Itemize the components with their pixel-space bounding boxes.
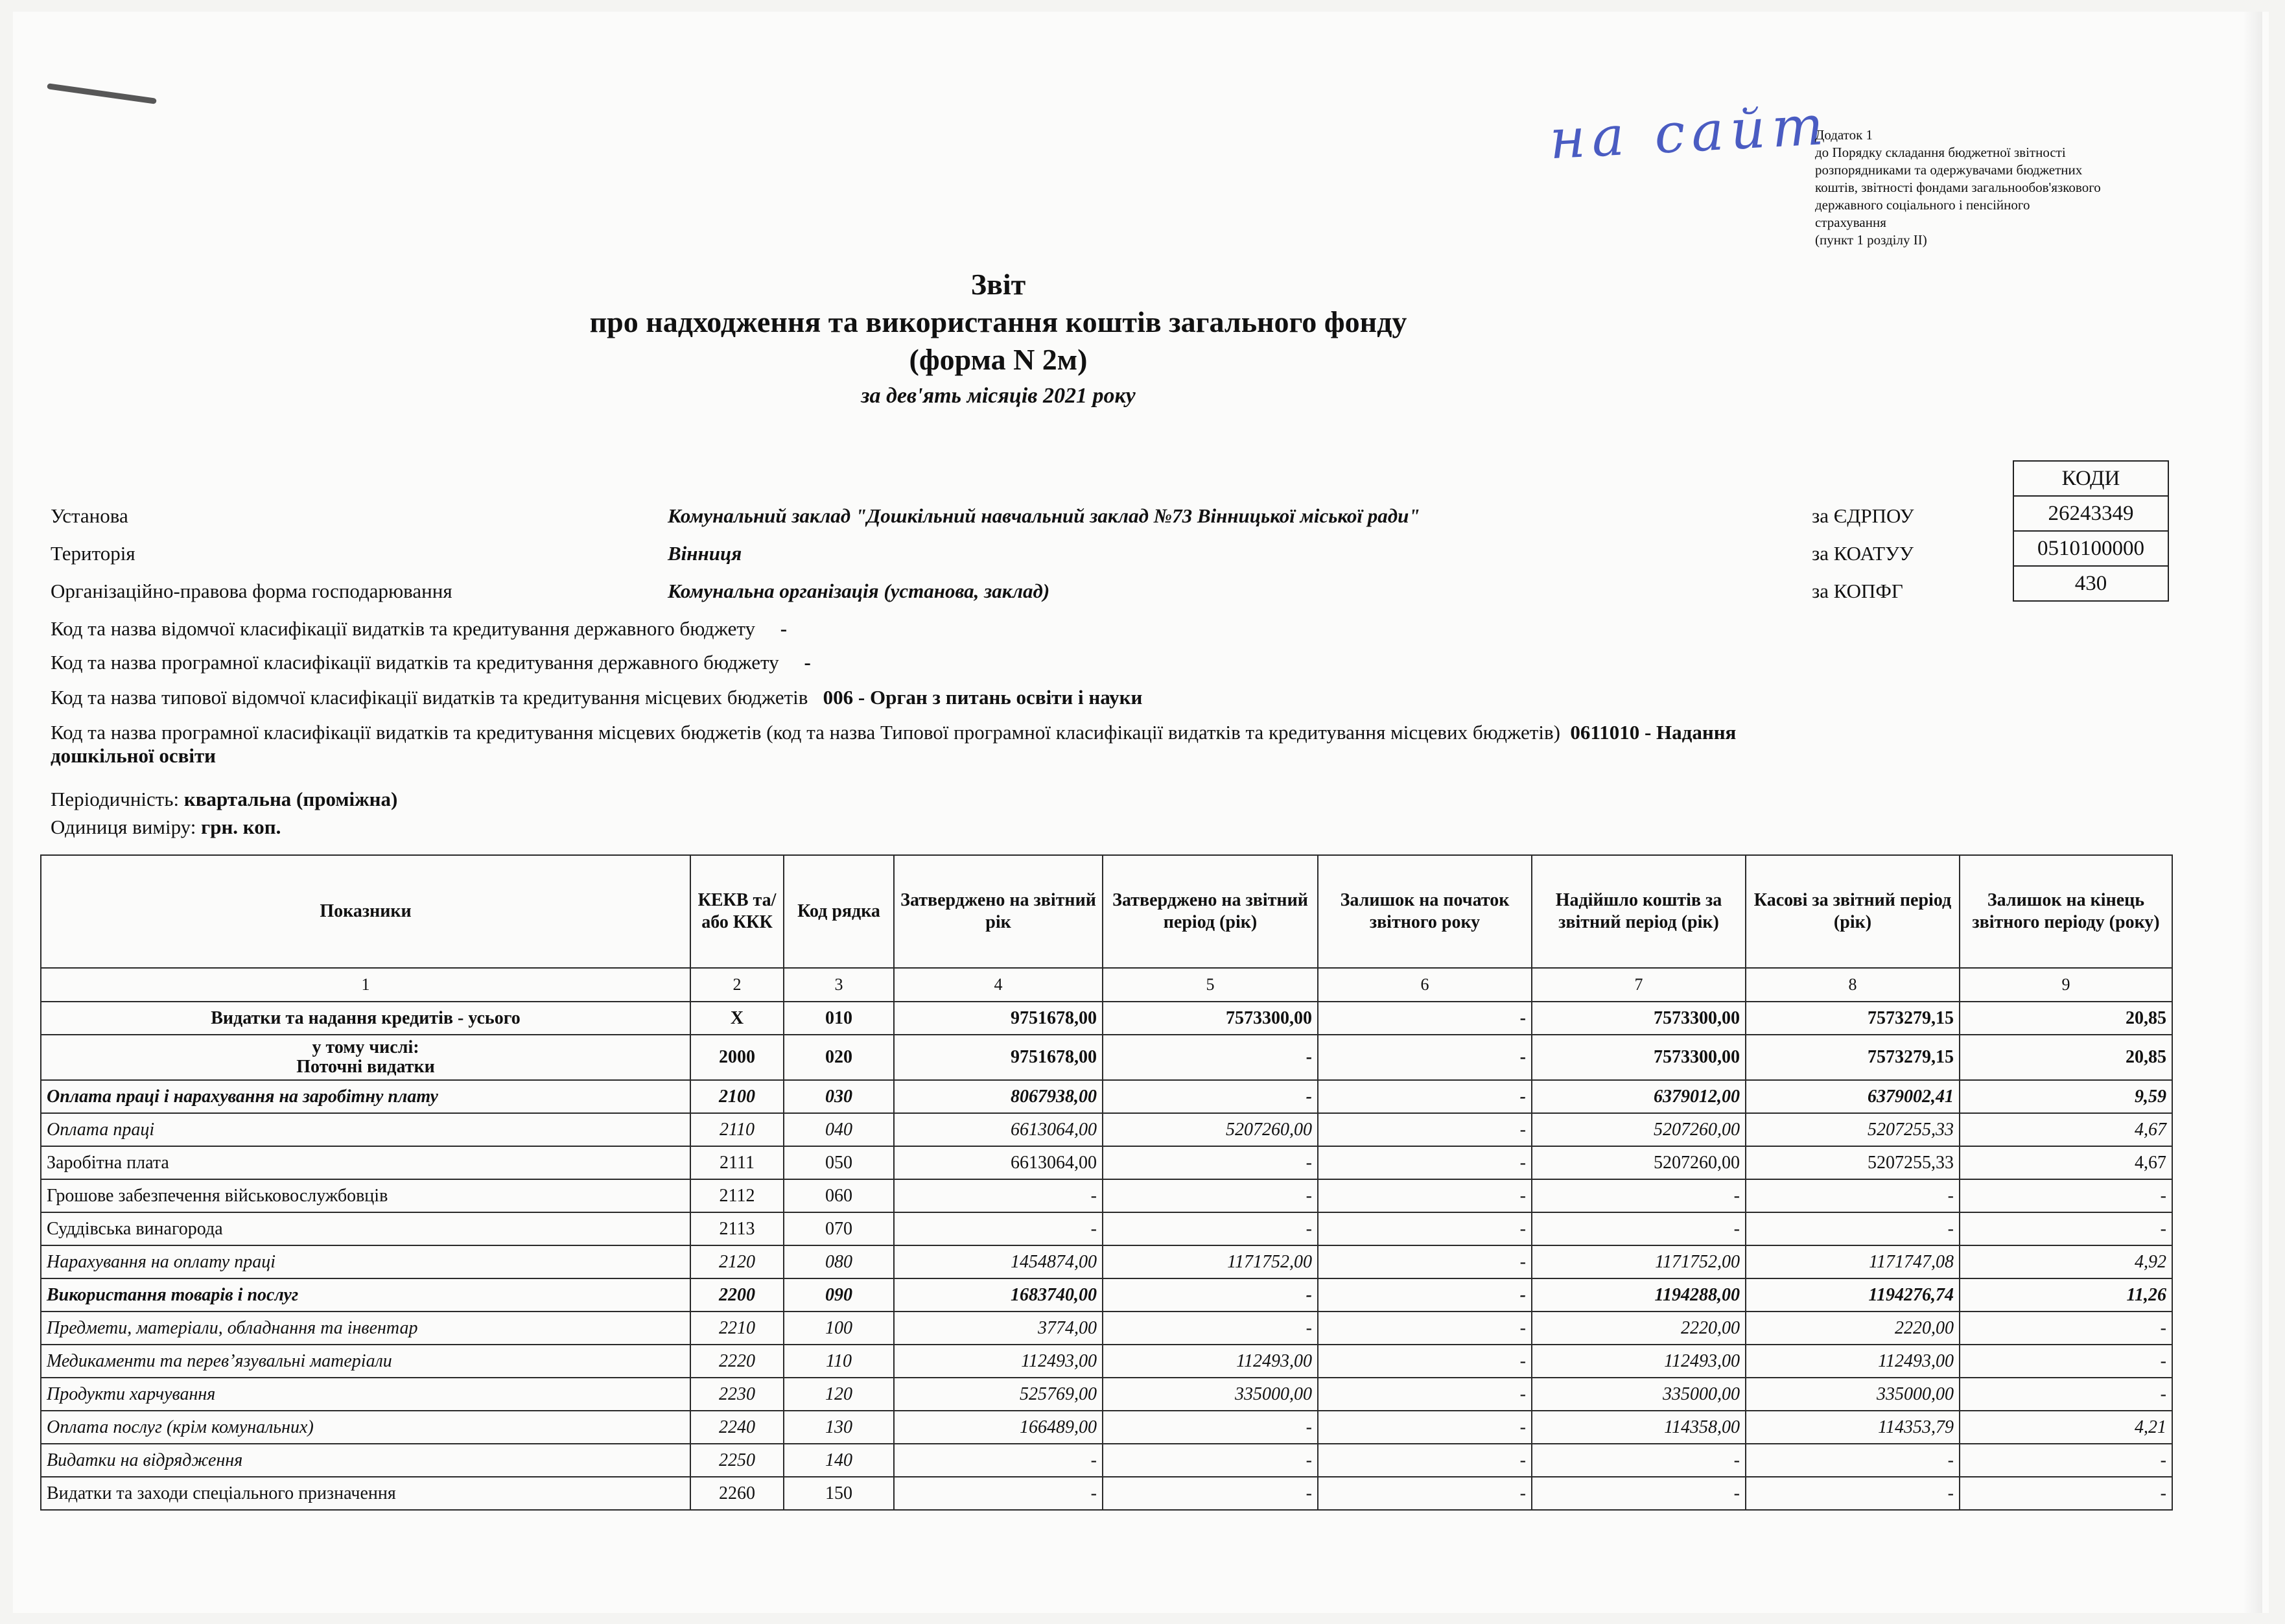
amount-cell: - bbox=[1746, 1179, 1960, 1212]
kekv-cell: 2240 bbox=[690, 1411, 784, 1444]
amount-cell: - bbox=[1318, 1477, 1532, 1510]
amount-cell: 7573300,00 bbox=[1103, 1002, 1318, 1035]
column-index: 2 bbox=[690, 968, 784, 1002]
row-code-cell: 030 bbox=[784, 1080, 894, 1113]
report-period: за дев'ять місяців 2021 року bbox=[861, 384, 1136, 408]
row-label: Заробітна плата bbox=[41, 1146, 690, 1179]
appendix-line: державного соціального і пенсійного bbox=[1815, 197, 2030, 213]
column-index: 4 bbox=[894, 968, 1103, 1002]
amount-cell: 5207260,00 bbox=[1532, 1146, 1746, 1179]
table-row bbox=[41, 1245, 2172, 1278]
amount-cell: 1454874,00 bbox=[894, 1245, 1103, 1278]
kopfg-label: за КОПФГ bbox=[1812, 580, 1903, 602]
table-row bbox=[41, 1002, 2172, 1035]
amount-cell: - bbox=[1318, 1113, 1532, 1146]
column-index: 7 bbox=[1532, 968, 1746, 1002]
amount-cell: - bbox=[1318, 1378, 1532, 1411]
kekv-cell: X bbox=[690, 1002, 784, 1035]
periodicity-value: квартальна (проміжна) bbox=[183, 788, 398, 810]
row-label: Предмети, матеріали, обладнання та інвентар bbox=[41, 1312, 690, 1345]
page-edge-shadow bbox=[2243, 12, 2262, 1613]
amount-cell: 11,26 bbox=[1960, 1278, 2172, 1312]
amount-cell: - bbox=[1532, 1477, 1746, 1510]
kekv-cell: 2210 bbox=[690, 1312, 784, 1345]
amount-cell: 6613064,00 bbox=[894, 1113, 1103, 1146]
classification-line-3 bbox=[51, 686, 1142, 709]
table-row bbox=[41, 1179, 2172, 1212]
koatuu-code: 0510100000 bbox=[2013, 531, 2168, 566]
row-code-cell: 040 bbox=[784, 1113, 894, 1146]
amount-cell: 9,59 bbox=[1960, 1080, 2172, 1113]
amount-cell: 2220,00 bbox=[1532, 1312, 1746, 1345]
amount-cell: 9751678,00 bbox=[894, 1035, 1103, 1080]
amount-cell: 4,92 bbox=[1960, 1245, 2172, 1278]
column-index: 8 bbox=[1746, 968, 1960, 1002]
amount-cell: - bbox=[1746, 1212, 1960, 1245]
unit-line bbox=[51, 816, 281, 839]
amount-cell: - bbox=[1103, 1035, 1318, 1080]
amount-cell: - bbox=[1318, 1212, 1532, 1245]
amount-cell: - bbox=[1103, 1444, 1318, 1477]
amount-cell: - bbox=[1318, 1411, 1532, 1444]
amount-cell: - bbox=[1960, 1312, 2172, 1345]
kekv-cell: 2120 bbox=[690, 1245, 784, 1278]
unit-value: грн. коп. bbox=[201, 816, 281, 838]
amount-cell: - bbox=[1960, 1345, 2172, 1378]
amount-cell: 112493,00 bbox=[894, 1345, 1103, 1378]
amount-cell: 1171752,00 bbox=[1532, 1245, 1746, 1278]
column-header: Показники bbox=[41, 855, 690, 968]
amount-cell: - bbox=[1318, 1345, 1532, 1378]
table-row bbox=[41, 1146, 2172, 1179]
amount-cell: 114353,79 bbox=[1746, 1411, 1960, 1444]
header-row bbox=[41, 855, 2172, 968]
amount-cell: - bbox=[1746, 1444, 1960, 1477]
amount-cell: 9751678,00 bbox=[894, 1002, 1103, 1035]
amount-cell: 4,21 bbox=[1960, 1411, 2172, 1444]
row-label: Нарахування на оплату праці bbox=[41, 1245, 690, 1278]
classification-line-1-text: Код та назва відомчої класифікації видатків та кредитування державного бюджету bbox=[51, 617, 756, 640]
title-line-2: про надходження та використання коштів загального фонду bbox=[589, 305, 1407, 338]
territory-value: Вінниця bbox=[668, 542, 742, 565]
row-code-cell: 020 bbox=[784, 1035, 894, 1080]
report-body bbox=[41, 1002, 2172, 1510]
column-index: 6 bbox=[1318, 968, 1532, 1002]
amount-cell: 1171747,08 bbox=[1746, 1245, 1960, 1278]
amount-cell: 335000,00 bbox=[1532, 1378, 1746, 1411]
row-code-cell: 080 bbox=[784, 1245, 894, 1278]
kekv-cell: 2112 bbox=[690, 1179, 784, 1212]
amount-cell: 1171752,00 bbox=[1103, 1245, 1318, 1278]
column-index: 3 bbox=[784, 968, 894, 1002]
column-index-row bbox=[41, 968, 2172, 1002]
kekv-cell: 2113 bbox=[690, 1212, 784, 1245]
column-index: 9 bbox=[1960, 968, 2172, 1002]
column-index: 5 bbox=[1103, 968, 1318, 1002]
amount-cell: - bbox=[1960, 1477, 2172, 1510]
row-label: Оплата праці bbox=[41, 1113, 690, 1146]
row-code-cell: 110 bbox=[784, 1345, 894, 1378]
row-label: Видатки та заходи спеціального призначення bbox=[41, 1477, 690, 1510]
table-row bbox=[41, 1035, 2172, 1080]
classification-line-4-text: Код та назва програмної класифікації видатків та кредитування місцевих бюджетів (код та назва Типової програмної класифікації видатків та кредитування місцевих бюджетів) bbox=[51, 721, 1560, 744]
amount-cell: - bbox=[1532, 1212, 1746, 1245]
amount-cell: - bbox=[1103, 1179, 1318, 1212]
amount-cell: - bbox=[1318, 1002, 1532, 1035]
edrpou-label: за ЄДРПОУ bbox=[1812, 504, 1914, 527]
amount-cell: 7573300,00 bbox=[1532, 1002, 1746, 1035]
amount-cell: - bbox=[1318, 1146, 1532, 1179]
amount-cell: 5207260,00 bbox=[1532, 1113, 1746, 1146]
kekv-cell: 2220 bbox=[690, 1345, 784, 1378]
amount-cell: - bbox=[894, 1444, 1103, 1477]
report-title bbox=[532, 266, 1465, 408]
kekv-cell: 2230 bbox=[690, 1378, 784, 1411]
table-row bbox=[41, 1378, 2172, 1411]
amount-cell: 2220,00 bbox=[1746, 1312, 1960, 1345]
row-code-cell: 100 bbox=[784, 1312, 894, 1345]
amount-cell: - bbox=[1318, 1312, 1532, 1345]
amount-cell: 6379002,41 bbox=[1746, 1080, 1960, 1113]
amount-cell: 166489,00 bbox=[894, 1411, 1103, 1444]
row-label: Використання товарів і послуг bbox=[41, 1278, 690, 1312]
handwritten-note: на сайт bbox=[1547, 93, 1832, 172]
row-label: Продукти харчування bbox=[41, 1378, 690, 1411]
row-label: Видатки на відрядження bbox=[41, 1444, 690, 1477]
table-row bbox=[41, 1444, 2172, 1477]
kekv-cell: 2111 bbox=[690, 1146, 784, 1179]
amount-cell: - bbox=[1318, 1278, 1532, 1312]
row-label: у тому числі: Поточні видатки bbox=[41, 1035, 690, 1080]
kekv-cell: 2110 bbox=[690, 1113, 784, 1146]
amount-cell: 4,67 bbox=[1960, 1113, 2172, 1146]
classification-line-1-value: - bbox=[780, 617, 788, 640]
periodicity-label: Періодичність: bbox=[51, 788, 180, 810]
amount-cell: - bbox=[1960, 1179, 2172, 1212]
table-row bbox=[41, 1212, 2172, 1245]
report-table bbox=[40, 854, 2173, 1511]
column-header: Затверджено на звітний рік bbox=[894, 855, 1103, 968]
row-code-cell: 090 bbox=[784, 1278, 894, 1312]
column-header: Залишок на кінець звітного періоду (року) bbox=[1960, 855, 2172, 968]
kekv-cell: 2250 bbox=[690, 1444, 784, 1477]
amount-cell: - bbox=[1103, 1278, 1318, 1312]
territory-label: Територія bbox=[51, 542, 135, 565]
amount-cell: 20,85 bbox=[1960, 1035, 2172, 1080]
classification-line-3-text: Код та назва типової відомчої класифікації видатків та кредитування місцевих бюджетів bbox=[51, 686, 808, 709]
amount-cell: 5207255,33 bbox=[1746, 1146, 1960, 1179]
row-label: Суддівська винагорода bbox=[41, 1212, 690, 1245]
column-index: 1 bbox=[41, 968, 690, 1002]
classification-line-2-text: Код та назва програмної класифікації видатків та кредитування державного бюджету bbox=[51, 651, 779, 674]
classification-line-2 bbox=[51, 651, 811, 674]
amount-cell: - bbox=[894, 1179, 1103, 1212]
kopfg-code: 430 bbox=[2013, 566, 2168, 601]
table-row bbox=[41, 1080, 2172, 1113]
amount-cell: 114358,00 bbox=[1532, 1411, 1746, 1444]
codes-table bbox=[2013, 460, 2169, 602]
amount-cell: 1683740,00 bbox=[894, 1278, 1103, 1312]
table-row bbox=[41, 1113, 2172, 1146]
kekv-cell: 2200 bbox=[690, 1278, 784, 1312]
row-label: Видатки та надання кредитів - усього bbox=[41, 1002, 690, 1035]
classification-line-2-value: - bbox=[804, 651, 811, 674]
amount-cell: - bbox=[1318, 1080, 1532, 1113]
table-row bbox=[41, 1411, 2172, 1444]
amount-cell: - bbox=[1318, 1179, 1532, 1212]
table-row bbox=[41, 1345, 2172, 1378]
amount-cell: - bbox=[1532, 1179, 1746, 1212]
org-form-value: Комунальна організація (установа, заклад) bbox=[668, 580, 1050, 602]
institution-label: Установа bbox=[51, 504, 128, 527]
amount-cell: 335000,00 bbox=[1103, 1378, 1318, 1411]
appendix-line: коштів, звітності фондами загальнообов'язкового bbox=[1815, 180, 2101, 195]
org-form-label: Організаційно-правова форма господарювання bbox=[51, 580, 452, 602]
amount-cell: - bbox=[1103, 1411, 1318, 1444]
kekv-cell: 2000 bbox=[690, 1035, 784, 1080]
koatuu-label: за КОАТУУ bbox=[1812, 542, 1914, 565]
amount-cell: - bbox=[1318, 1035, 1532, 1080]
amount-cell: 6379012,00 bbox=[1532, 1080, 1746, 1113]
row-label: Оплата праці і нарахування на заробітну плату bbox=[41, 1080, 690, 1113]
amount-cell: - bbox=[1960, 1444, 2172, 1477]
amount-cell: - bbox=[1103, 1477, 1318, 1510]
row-label: Грошове забезпечення військовослужбовців bbox=[41, 1179, 690, 1212]
amount-cell: 112493,00 bbox=[1532, 1345, 1746, 1378]
table-row bbox=[41, 1312, 2172, 1345]
amount-cell: 3774,00 bbox=[894, 1312, 1103, 1345]
classification-line-4 bbox=[51, 721, 1801, 768]
appendix-line: до Порядку складання бюджетної звітності bbox=[1815, 145, 2066, 160]
row-code-cell: 070 bbox=[784, 1212, 894, 1245]
amount-cell: 5207255,33 bbox=[1746, 1113, 1960, 1146]
row-code-cell: 130 bbox=[784, 1411, 894, 1444]
column-header: Надійшло коштів за звітний період (рік) bbox=[1532, 855, 1746, 968]
amount-cell: - bbox=[1746, 1477, 1960, 1510]
title-line-1: Звіт bbox=[970, 268, 1026, 301]
amount-cell: - bbox=[1960, 1378, 2172, 1411]
amount-cell: 5207260,00 bbox=[1103, 1113, 1318, 1146]
amount-cell: 1194288,00 bbox=[1532, 1278, 1746, 1312]
column-header: КЕКВ та/або ККК bbox=[690, 855, 784, 968]
amount-cell: 7573279,15 bbox=[1746, 1002, 1960, 1035]
classification-line-3-value: 006 - Орган з питань освіти і науки bbox=[823, 686, 1143, 709]
amount-cell: 112493,00 bbox=[1103, 1345, 1318, 1378]
amount-cell: - bbox=[1103, 1146, 1318, 1179]
amount-cell: 112493,00 bbox=[1746, 1345, 1960, 1378]
classification-line-1 bbox=[51, 617, 787, 641]
amount-cell: 4,67 bbox=[1960, 1146, 2172, 1179]
amount-cell: 7573279,15 bbox=[1746, 1035, 1960, 1080]
classification-line-4-value: 0611010 - Надання дошкільної освіти bbox=[51, 721, 1737, 767]
appendix-note bbox=[1815, 126, 2217, 249]
amount-cell: 20,85 bbox=[1960, 1002, 2172, 1035]
row-code-cell: 140 bbox=[784, 1444, 894, 1477]
title-line-3: (форма N 2м) bbox=[909, 343, 1088, 376]
kekv-cell: 2260 bbox=[690, 1477, 784, 1510]
appendix-line: розпорядниками та одержувачами бюджетних bbox=[1815, 162, 2083, 178]
row-label: Оплата послуг (крім комунальних) bbox=[41, 1411, 690, 1444]
amount-cell: - bbox=[1103, 1212, 1318, 1245]
amount-cell: - bbox=[1103, 1312, 1318, 1345]
amount-cell: 335000,00 bbox=[1746, 1378, 1960, 1411]
edrpou-code: 26243349 bbox=[2013, 496, 2168, 531]
row-code-cell: 150 bbox=[784, 1477, 894, 1510]
amount-cell: 6613064,00 bbox=[894, 1146, 1103, 1179]
amount-cell: - bbox=[1960, 1212, 2172, 1245]
row-code-cell: 010 bbox=[784, 1002, 894, 1035]
amount-cell: 1194276,74 bbox=[1746, 1278, 1960, 1312]
amount-cell: 7573300,00 bbox=[1532, 1035, 1746, 1080]
appendix-line: страхування bbox=[1815, 215, 1886, 230]
column-header: Затверджено на звітний період (рік) bbox=[1103, 855, 1318, 968]
periodicity-line bbox=[51, 788, 397, 811]
amount-cell: 525769,00 bbox=[894, 1378, 1103, 1411]
row-code-cell: 050 bbox=[784, 1146, 894, 1179]
amount-cell: - bbox=[1103, 1080, 1318, 1113]
kekv-cell: 2100 bbox=[690, 1080, 784, 1113]
amount-cell: - bbox=[1318, 1444, 1532, 1477]
row-code-cell: 120 bbox=[784, 1378, 894, 1411]
appendix-line: Додаток 1 bbox=[1815, 127, 1873, 143]
institution-value: Комунальний заклад "Дошкільний навчальний заклад №73 Вінницької міської ради" bbox=[668, 504, 1420, 527]
column-header: Код рядка bbox=[784, 855, 894, 968]
table-row bbox=[41, 1477, 2172, 1510]
table-row bbox=[41, 1278, 2172, 1312]
codes-header: КОДИ bbox=[2013, 461, 2168, 496]
column-header: Касові за звітний період (рік) bbox=[1746, 855, 1960, 968]
unit-label: Одиниця виміру: bbox=[51, 816, 196, 838]
amount-cell: 8067938,00 bbox=[894, 1080, 1103, 1113]
amount-cell: - bbox=[894, 1212, 1103, 1245]
row-code-cell: 060 bbox=[784, 1179, 894, 1212]
amount-cell: - bbox=[1532, 1444, 1746, 1477]
amount-cell: - bbox=[894, 1477, 1103, 1510]
amount-cell: - bbox=[1318, 1245, 1532, 1278]
column-header: Залишок на початок звітного року bbox=[1318, 855, 1532, 968]
appendix-line: (пункт 1 розділу II) bbox=[1815, 232, 1927, 248]
row-label: Медикаменти та перев’язувальні матеріали bbox=[41, 1345, 690, 1378]
